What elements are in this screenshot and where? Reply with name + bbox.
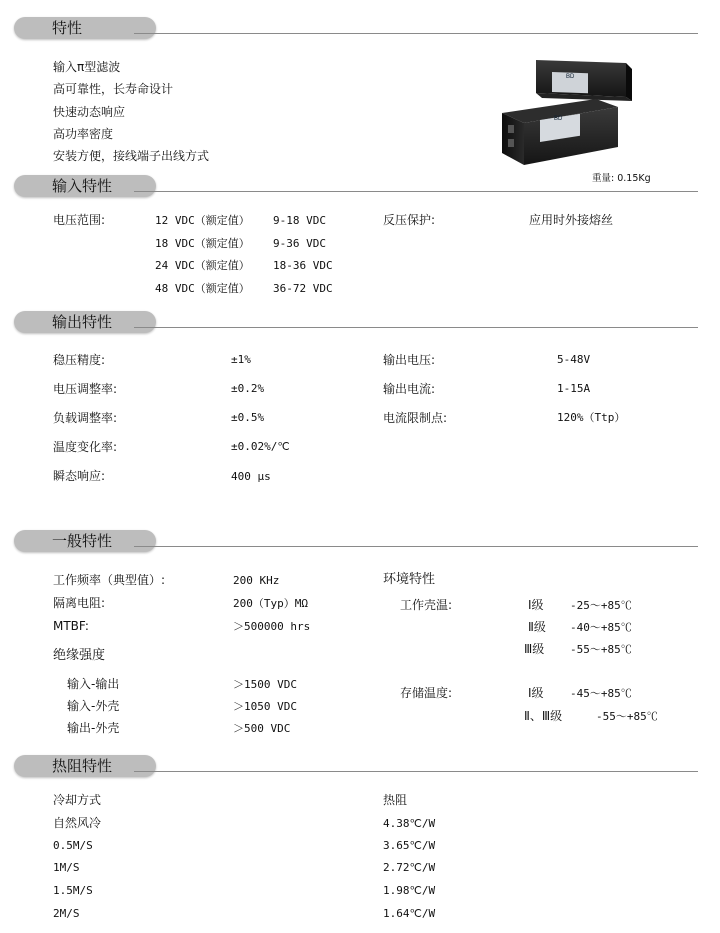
cooling-method: 2M/S bbox=[53, 907, 80, 920]
section-divider bbox=[134, 33, 698, 34]
output-spec-value: 5-48V bbox=[557, 353, 591, 366]
section-title: 特性 bbox=[52, 19, 83, 37]
insulation-value: ＞500 VDC bbox=[233, 722, 291, 735]
output-spec-label: 瞬态响应: bbox=[53, 469, 106, 483]
section-divider bbox=[134, 546, 698, 547]
insulation-label: 输出-外壳 bbox=[67, 721, 120, 735]
switch-frequency-value: 200 KHz bbox=[233, 574, 280, 587]
section-header-input bbox=[14, 175, 698, 197]
temp-grade: Ⅱ、Ⅲ级 bbox=[524, 709, 563, 723]
temp-range: -55～+85℃ bbox=[570, 643, 632, 656]
section-divider bbox=[134, 191, 698, 192]
section-title: 一般特性 bbox=[52, 532, 113, 550]
input-range: 18-36 VDC bbox=[273, 259, 333, 272]
brand-label: BD bbox=[554, 116, 563, 122]
feature-item: 高功率密度 bbox=[53, 127, 114, 141]
cooling-method: 0.5M/S bbox=[53, 839, 93, 852]
output-spec-label: 电压调整率: bbox=[53, 382, 118, 396]
temp-grade: Ⅰ级 bbox=[528, 686, 544, 700]
thermal-resistance: 3.65℃/W bbox=[383, 839, 436, 852]
insulation-value: ＞1050 VDC bbox=[233, 700, 297, 713]
insulation-label: 输入-输出 bbox=[67, 677, 120, 691]
input-range: 9-36 VDC bbox=[273, 237, 326, 250]
work-temp-label: 工作壳温: bbox=[400, 598, 453, 612]
cooling-method: 1M/S bbox=[53, 861, 80, 874]
isolation-resistance-label: 隔离电阻: bbox=[53, 596, 106, 610]
output-spec-value: 1-15A bbox=[557, 382, 591, 395]
reverse-protect-label: 反压保护: bbox=[383, 213, 436, 227]
cooling-method: 1.5M/S bbox=[53, 884, 93, 897]
output-spec-label: 稳压精度: bbox=[53, 353, 106, 367]
thermal-resistance: 2.72℃/W bbox=[383, 861, 436, 874]
output-spec-value: ±0.2% bbox=[231, 382, 265, 395]
section-tab bbox=[14, 17, 156, 39]
section-title: 热阻特性 bbox=[52, 757, 113, 775]
feature-item: 安装方便，接线端子出线方式 bbox=[53, 149, 210, 163]
thermal-resistance: 4.38℃/W bbox=[383, 817, 436, 830]
output-spec-value: 400 μs bbox=[231, 470, 271, 483]
output-spec-value: 120%（Ttp） bbox=[557, 411, 626, 424]
mtbf-value: ＞500000 hrs bbox=[233, 620, 311, 633]
cooling-method: 自然风冷 bbox=[53, 816, 102, 830]
section-title: 输出特性 bbox=[52, 313, 113, 331]
output-spec-value: ±0.02%/℃ bbox=[231, 440, 290, 453]
temp-range: -55～+85℃ bbox=[596, 710, 658, 723]
temp-grade: Ⅱ级 bbox=[528, 620, 546, 634]
thermal-header-method: 冷却方式 bbox=[53, 793, 102, 807]
section-header-general bbox=[14, 530, 698, 552]
input-nominal: 24 VDC（额定值） bbox=[155, 259, 250, 272]
section-header-thermal bbox=[14, 755, 698, 777]
feature-item: 高可靠性，长寿命设计 bbox=[53, 82, 174, 96]
input-nominal: 48 VDC（额定值） bbox=[155, 282, 250, 295]
temp-grade: Ⅰ级 bbox=[528, 598, 544, 612]
isolation-resistance-value: 200（Typ）MΩ bbox=[233, 597, 308, 610]
output-spec-value: ±0.5% bbox=[231, 411, 265, 424]
insulation-value: ＞1500 VDC bbox=[233, 678, 297, 691]
temp-range: -45～+85℃ bbox=[570, 687, 632, 700]
section-header-output bbox=[14, 311, 698, 333]
input-range: 9-18 VDC bbox=[273, 214, 326, 227]
output-spec-label: 温度变化率: bbox=[53, 440, 118, 454]
dc-dc-module-photo bbox=[496, 55, 636, 170]
output-spec-value: ±1% bbox=[231, 353, 251, 366]
section-header-features bbox=[14, 17, 698, 39]
section-divider bbox=[134, 327, 698, 328]
temp-range: -25～+85℃ bbox=[570, 599, 632, 612]
thermal-resistance: 1.64℃/W bbox=[383, 907, 436, 920]
feature-item: 输入π型滤波 bbox=[53, 60, 121, 74]
input-nominal: 18 VDC（额定值） bbox=[155, 237, 250, 250]
insulation-title: 绝缘强度 bbox=[53, 648, 106, 663]
switch-frequency-label: 工作频率（典型值）: bbox=[53, 573, 166, 587]
output-spec-label: 输出电流: bbox=[383, 382, 436, 396]
thermal-header-resistance: 热阻 bbox=[383, 793, 408, 807]
feature-item: 快速动态响应 bbox=[53, 105, 126, 119]
output-spec-label: 负载调整率: bbox=[53, 411, 118, 425]
environment-title: 环境特性 bbox=[383, 572, 436, 587]
thermal-resistance: 1.98℃/W bbox=[383, 884, 436, 897]
mtbf-label: MTBF: bbox=[53, 619, 89, 633]
section-divider bbox=[134, 771, 698, 772]
product-weight: 重量: 0.15Kg bbox=[592, 173, 651, 184]
section-title: 输入特性 bbox=[52, 177, 113, 195]
input-range: 36-72 VDC bbox=[273, 282, 333, 295]
temp-grade: Ⅲ级 bbox=[524, 642, 545, 656]
temp-range: -40～+85℃ bbox=[570, 621, 632, 634]
storage-temp-label: 存储温度: bbox=[400, 686, 453, 700]
brand-label: BD bbox=[566, 74, 575, 80]
output-spec-label: 电流限制点: bbox=[383, 411, 448, 425]
reverse-protect-value: 应用时外接熔丝 bbox=[529, 213, 614, 227]
input-nominal: 12 VDC（额定值） bbox=[155, 214, 250, 227]
insulation-label: 输入-外壳 bbox=[67, 699, 120, 713]
output-spec-label: 输出电压: bbox=[383, 353, 436, 367]
input-voltage-label: 电压范围: bbox=[53, 213, 106, 227]
